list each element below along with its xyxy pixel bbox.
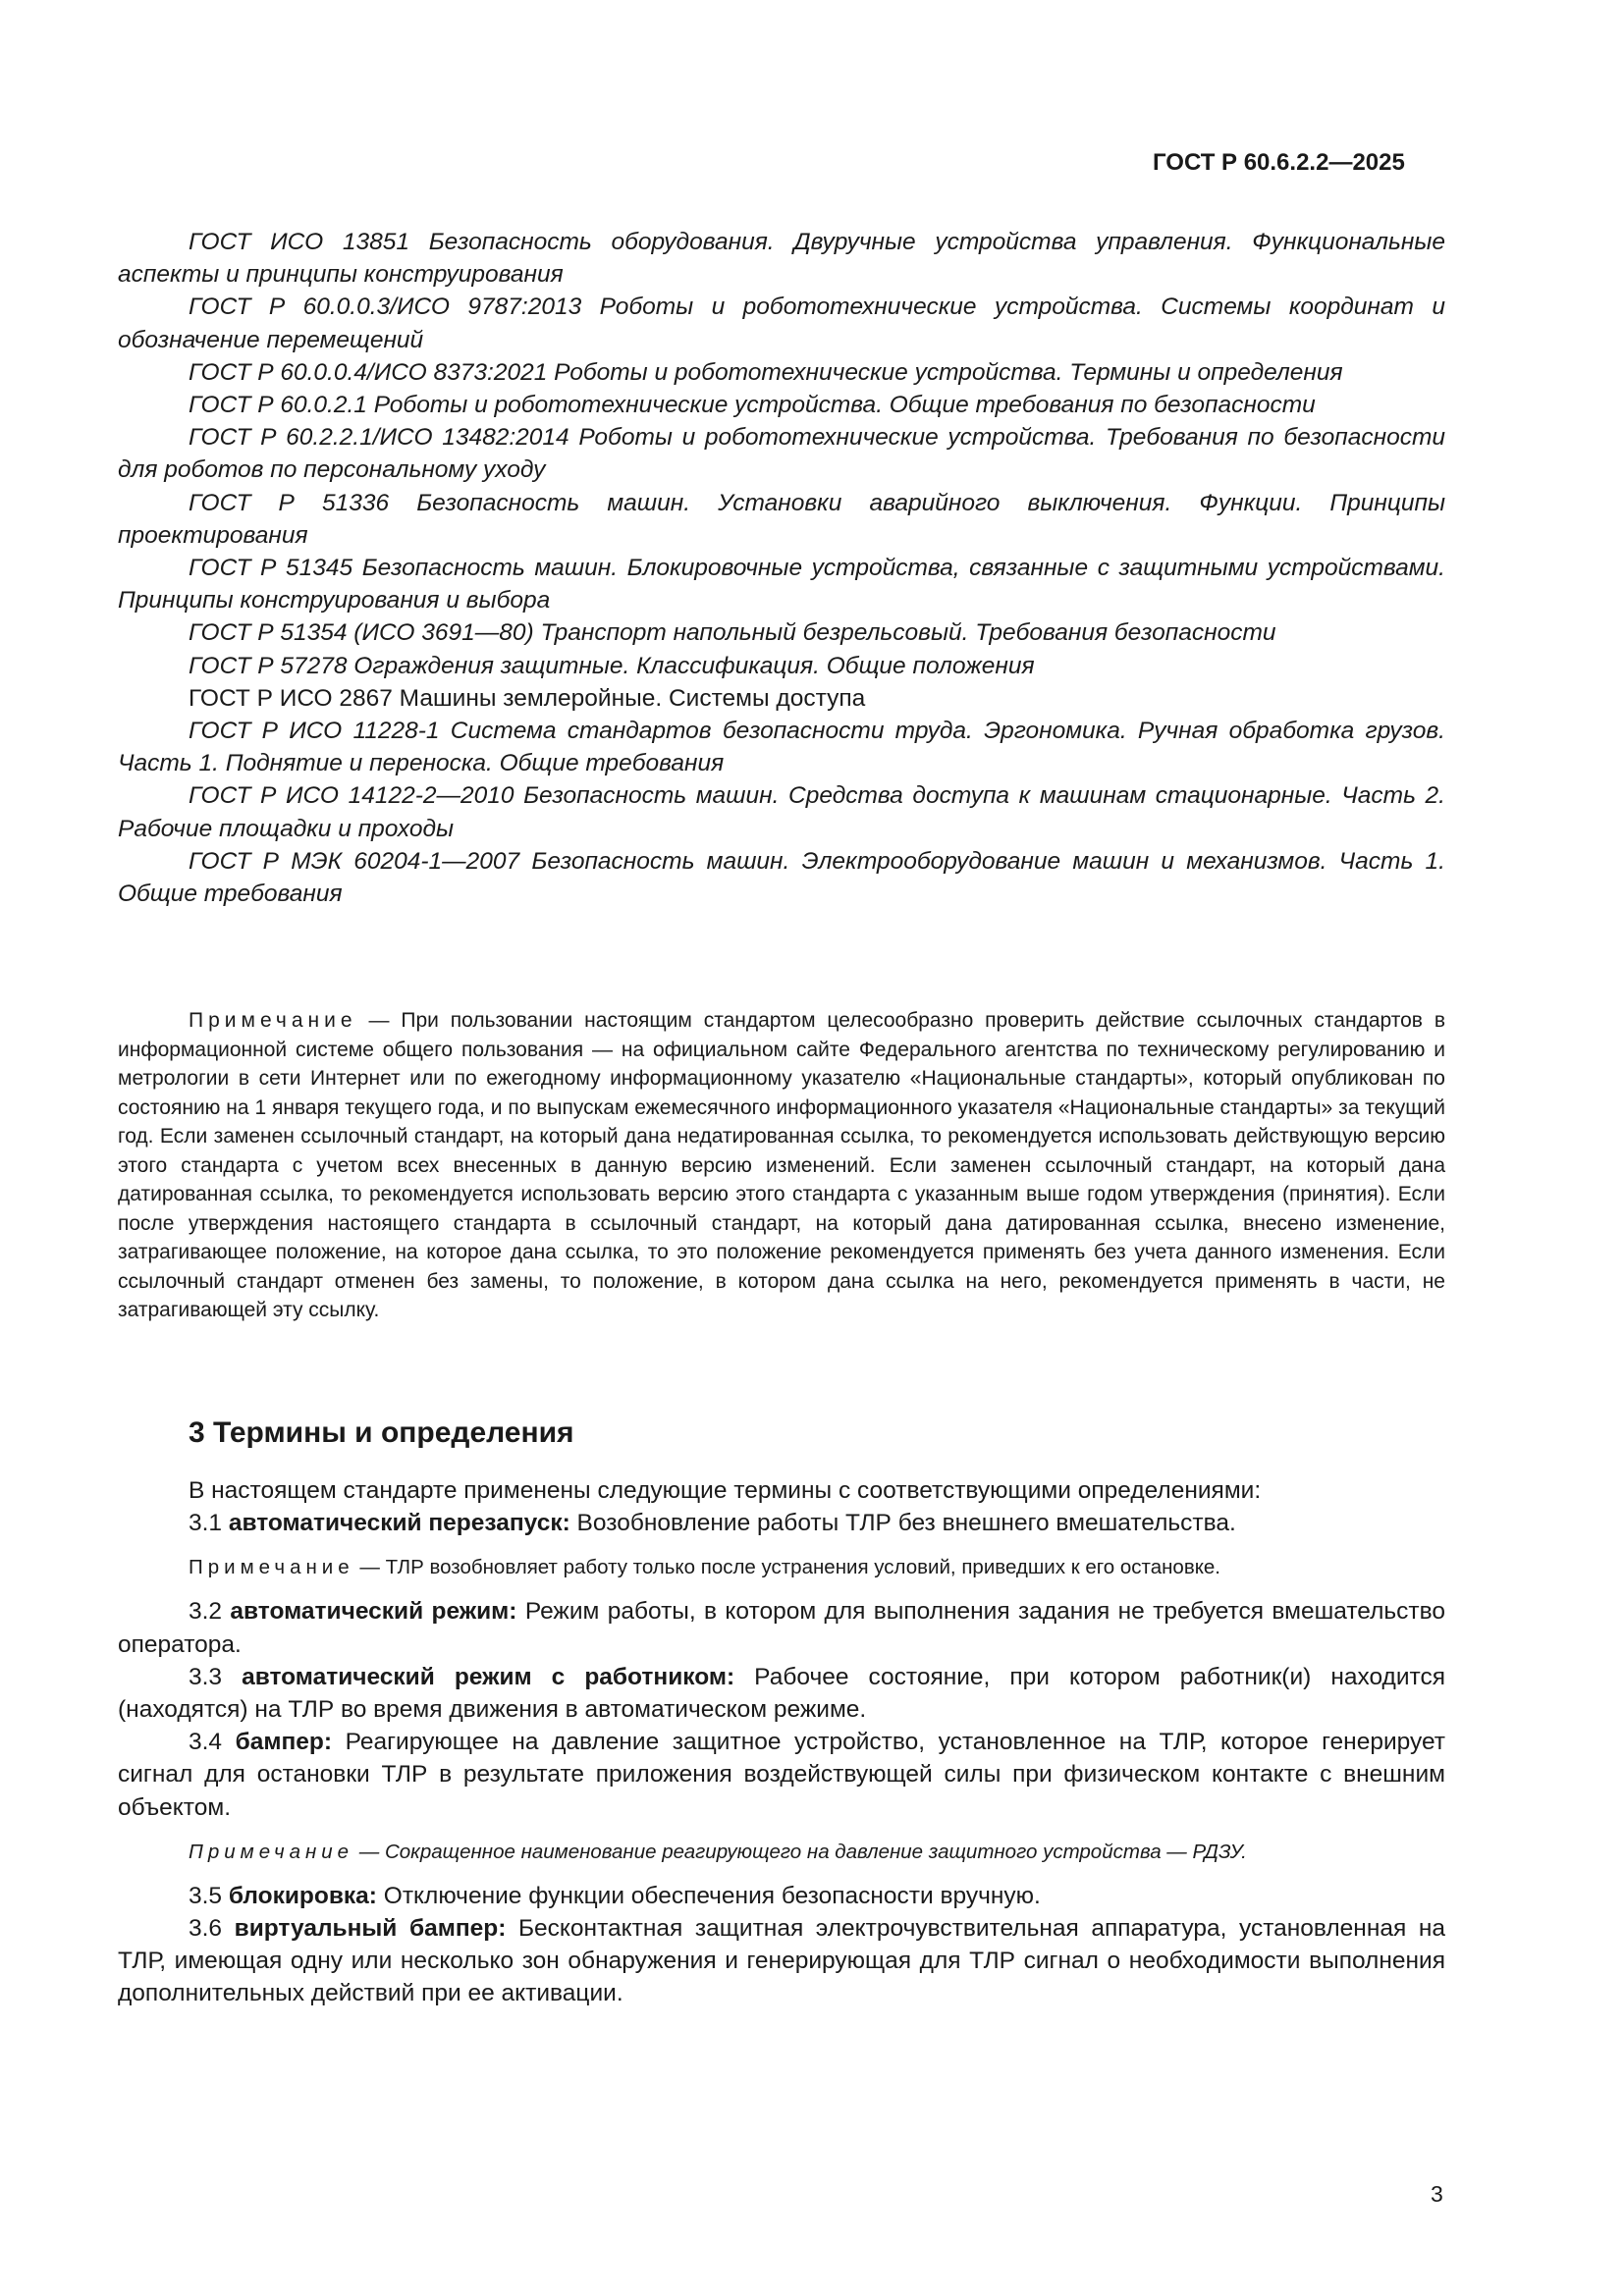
term-entry (118, 1726, 1445, 1824)
term-definition: Возобновление работы ТЛР без внешнего вмешательства. (569, 1510, 1236, 1537)
reference-item: ГОСТ Р 60.0.2.1 Роботы и робототехнические устройства. Общие требования по безопасности (189, 392, 1316, 419)
term-name: автоматический перезапуск: (228, 1510, 570, 1537)
page-number: 3 (1431, 2181, 1443, 2207)
document-code-header: ГОСТ Р 60.6.2.2—2025 (1153, 149, 1405, 176)
term-definition: Рабочее состояние, при котором работник(и) находится (находятся) на ТЛР во время движения в автоматическом режиме. (118, 1663, 1445, 1724)
term-entry (118, 1912, 1445, 2010)
term-name: автоматический режим: (230, 1598, 517, 1626)
reference-item: ГОСТ ИСО 13851 Безопасность оборудования. Двуручные устройства управления. Функциональные аспекты и принципы конструирования (118, 229, 1445, 289)
term-definition: Бесконтактная защитная электрочувствительная аппаратура, установленная на ТЛР, имеющая одну или несколько зон обнаружения и генерирующая для ТЛР сигнал о необходимости выполнения дополнительных действий при ее активации. (118, 1915, 1445, 2007)
reference-item: ГОСТ Р 60.0.0.3/ИСО 9787:2013 Роботы и робототехнические устройства. Системы координат и обозначение перемещений (118, 294, 1445, 353)
term-note (118, 1553, 1445, 1581)
reference-item: ГОСТ Р 51354 (ИСО 3691—80) Транспорт напольный безрельсовый. Требования безопасности (189, 619, 1276, 647)
reference-item: ГОСТ Р ИСО 2867 Машины землеройные. Системы доступа (189, 684, 866, 712)
term-definition: Реагирующее на давление защитное устройство, установленное на ТЛР, которое генерирует сигнал для остановки ТЛР в результате приложения воздействующей силы при физическом контакте с внешним объектом. (118, 1729, 1445, 1821)
term-entry (118, 1880, 1445, 1912)
term-entry (118, 1507, 1445, 1539)
reference-item: ГОСТ Р 60.0.0.4/ИСО 8373:2021 Роботы и робототехнические устройства. Термины и определения (189, 358, 1343, 386)
note-text: Сокращенное наименование реагирующего на давление защитного устройства — РДЗУ. (384, 1840, 1247, 1863)
reference-item: ГОСТ Р ИСО 11228-1 Система стандартов безопасности труда. Эргономика. Ручная обработка грузов. Часть 1. Поднятие и переноска. Общие требования (118, 718, 1445, 777)
term-number: 3.1 (189, 1510, 229, 1537)
term-entry (118, 1595, 1445, 1660)
note-text: ТЛР возобновляет работу только после устранения условий, приведших к его остановке. (385, 1556, 1221, 1579)
reference-item: ГОСТ Р 57278 Ограждения защитные. Классификация. Общие положения (189, 652, 1035, 679)
term-definition: Режим работы, в котором для выполнения задания не требуется вмешательство оператора. (118, 1598, 1446, 1658)
term-name: виртуальный бампер: (234, 1915, 507, 1943)
section-intro: В настоящем стандарте применены следующие термины с соответствующими определениями: (189, 1477, 1262, 1504)
term-number: 3.4 (189, 1729, 236, 1756)
note-text: При пользовании настоящим стандартом целесообразно проверить действие ссылочных стандартов в информационной системе общего пользования — на официальном сайте Федерального агентства по техническому регулированию и метрологии в сети Интернет или по ежегодному информационному указателю «Национальные стандарты», который опубликован по состоянию на 1 января текущего года, и по выпускам ежемесячного информационного указателя «Национальные стандарты» за текущий год. Если заменен ссылочный стандарт, на который дана недатированная ссылка, то рекомендуется использовать действующую версию этого стандарта с учетом всех внесенных в данную версию изменений. Если заменен ссылочный стандарт, на который дана датированная ссылка, то рекомендуется использовать версию этого стандарта с указанным выше годом утверждения (принятия). Если после утверждения настоящего стандарта в ссылочный стандарт, на который дана датированная ссылка, внесено изменение, затрагивающее положение, на которое дана ссылка, то это положение рекомендуется применять без учета данного изменения. Если ссылочный стандарт отменен без замены, то положение, в котором дана ссылка на него, рекомендуется применять в части, не затрагивающей эту ссылку. (118, 1009, 1446, 1321)
term-note (118, 1838, 1445, 1866)
note-dash: — (353, 1556, 386, 1579)
term-number: 3.5 (189, 1882, 229, 1909)
references-note (118, 1006, 1445, 1325)
normative-references-list (118, 226, 1445, 910)
reference-item: ГОСТ Р 60.2.2.1/ИСО 13482:2014 Роботы и робототехнические устройства. Требования по безопасности для роботов по персональному уходу (118, 424, 1445, 484)
note-label: Примечание (189, 1009, 357, 1032)
reference-item: ГОСТ Р 51345 Безопасность машин. Блокировочные устройства, связанные с защитными устройствами. Принципы конструирования и выбора (118, 555, 1445, 614)
note-dash: — (353, 1840, 385, 1863)
term-name: блокировка: (228, 1882, 377, 1909)
terms-section (118, 1474, 1445, 2010)
term-name: автоматический режим с работником: (242, 1663, 735, 1690)
note-label: Примечание (189, 1840, 354, 1863)
reference-item: ГОСТ Р МЭК 60204-1—2007 Безопасность машин. Электрооборудование машин и механизмов. Часть 1. Общие требования (118, 847, 1445, 908)
reference-item: ГОСТ Р ИСО 14122-2—2010 Безопасность машин. Средства доступа к машинам стационарные. Часть 2. Рабочие площадки и проходы (118, 782, 1445, 842)
term-definition: Отключение функции обеспечения безопасности вручную. (376, 1882, 1041, 1909)
reference-item: ГОСТ Р 51336 Безопасность машин. Установки аварийного выключения. Функции. Принципы проектирования (118, 489, 1445, 549)
term-number: 3.3 (189, 1663, 243, 1690)
section-title: 3 Термины и определения (189, 1416, 574, 1449)
term-number: 3.2 (189, 1598, 231, 1626)
term-entry (118, 1661, 1445, 1726)
term-number: 3.6 (189, 1915, 235, 1943)
term-name: бампер: (235, 1729, 333, 1756)
note-label: Примечание (189, 1556, 354, 1579)
note-dash: — (356, 1009, 402, 1032)
